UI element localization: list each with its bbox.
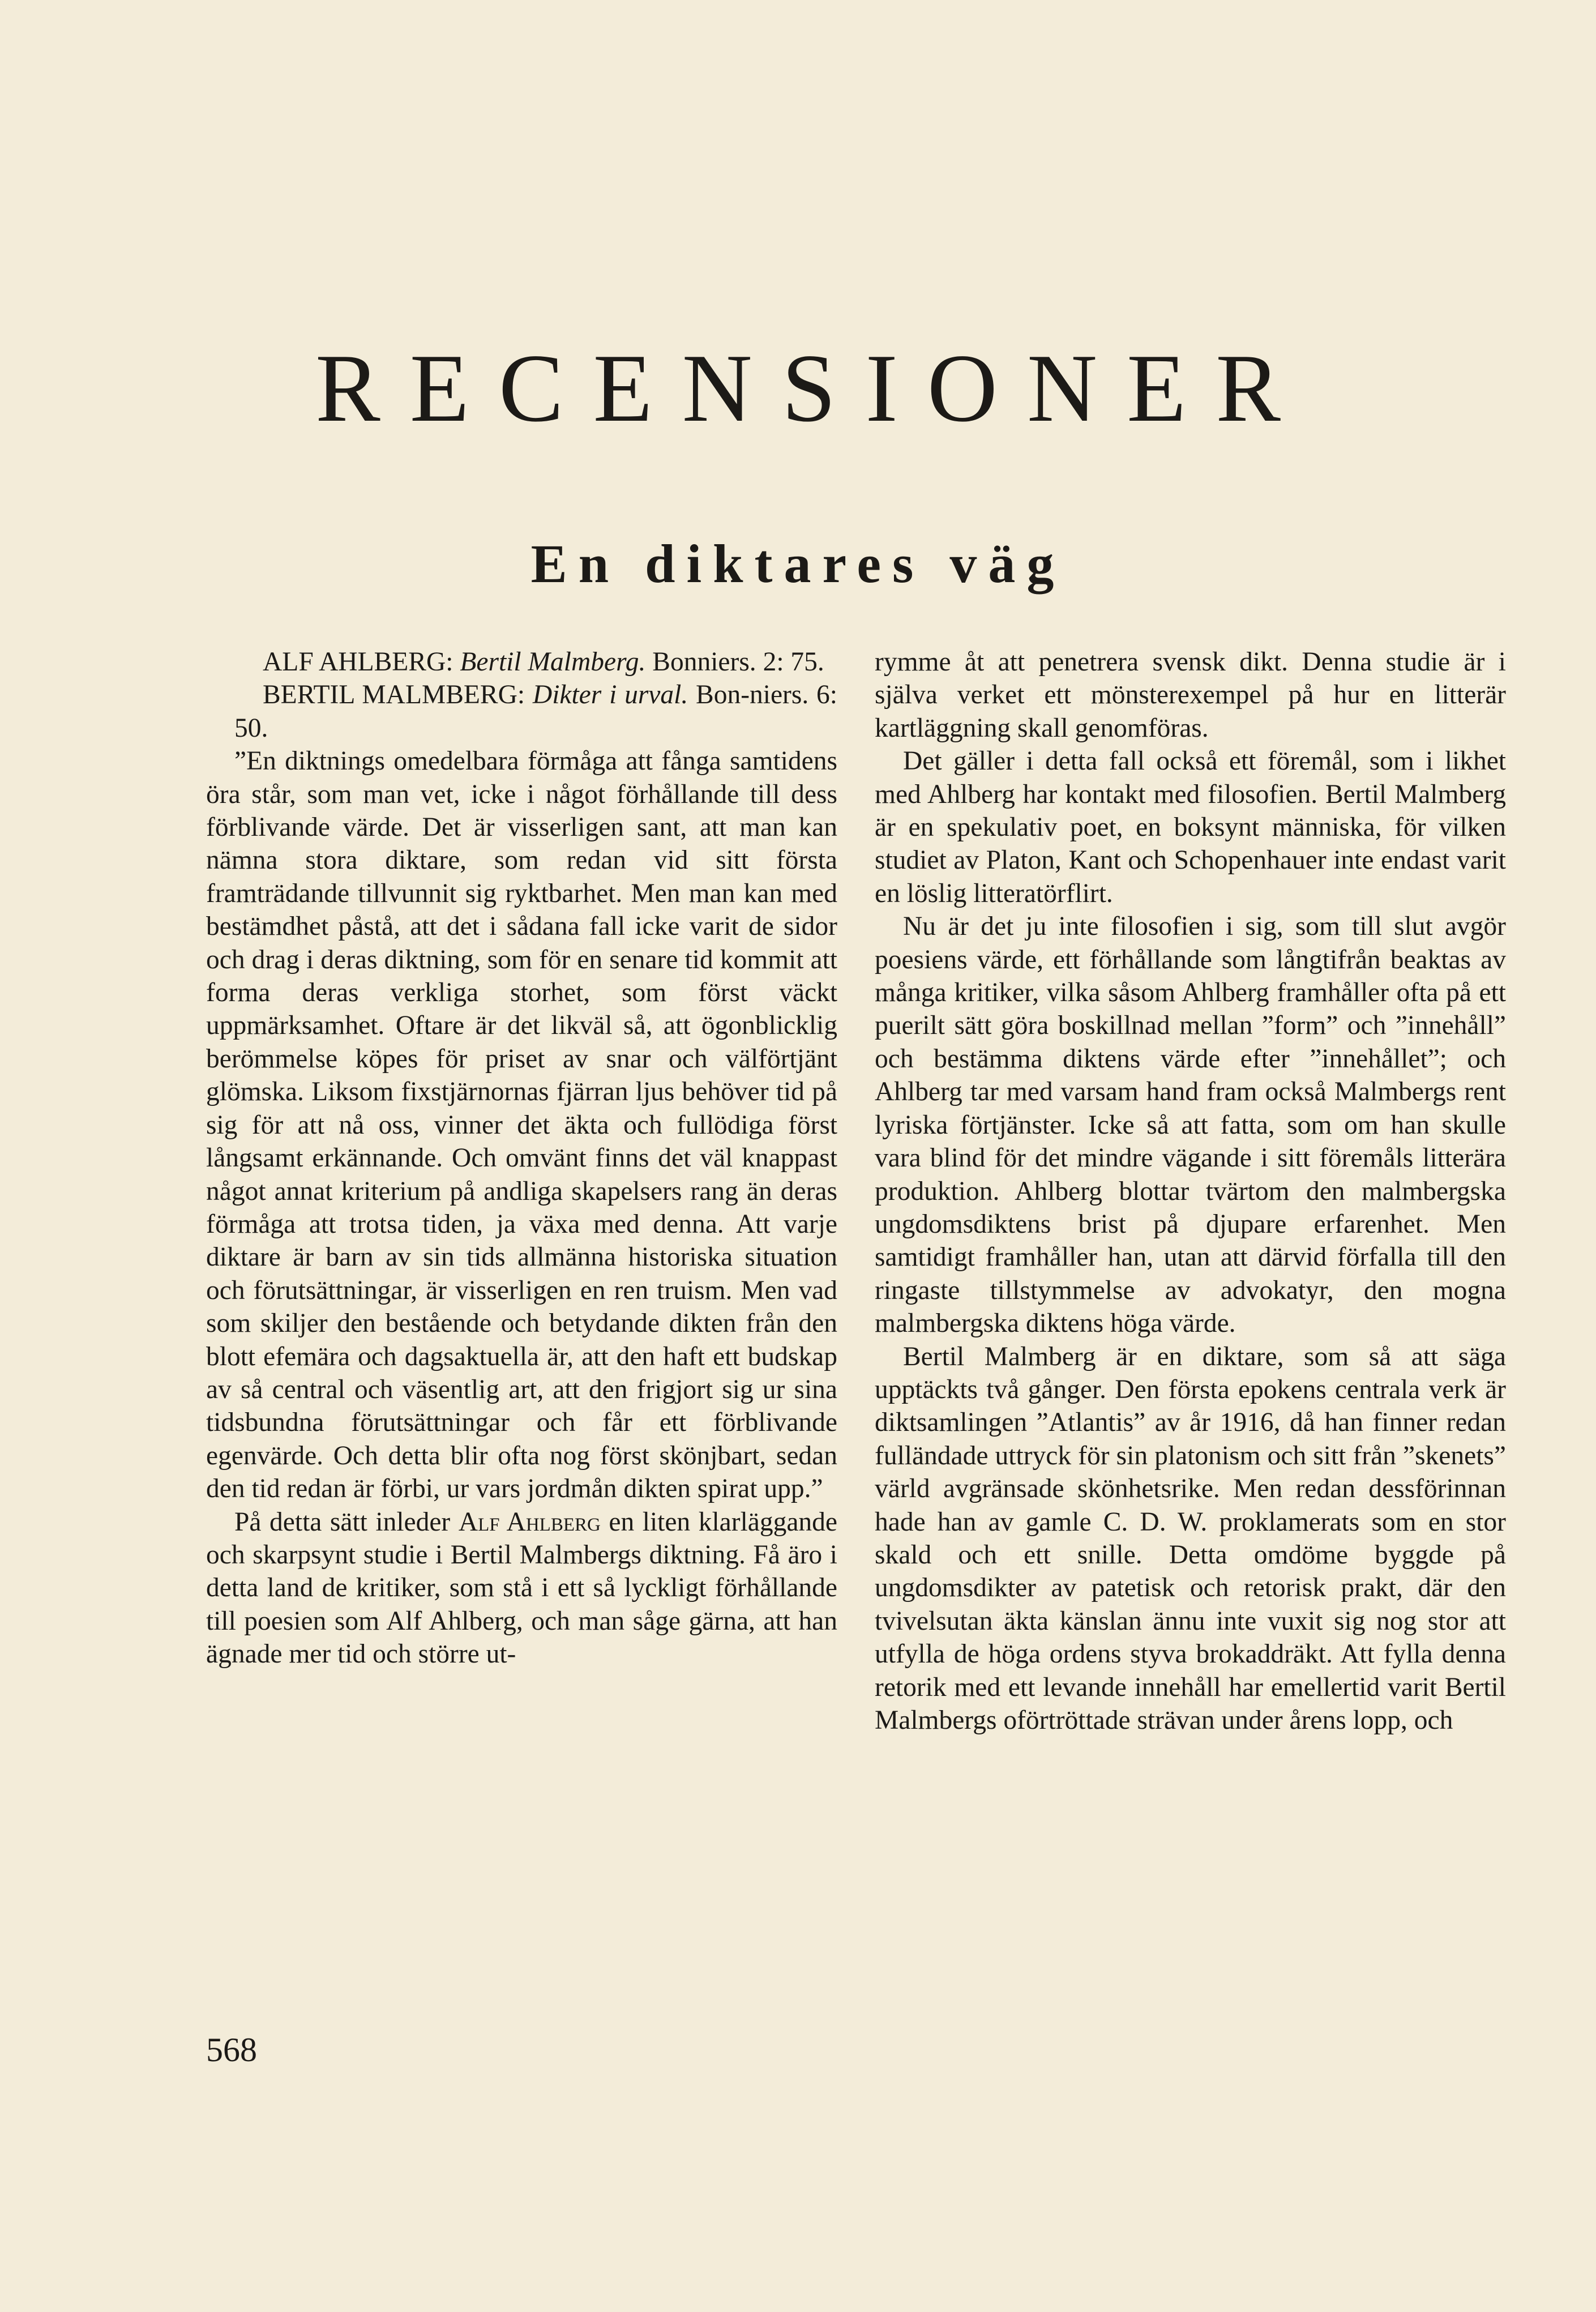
- reference-author: ALF AHLBERG:: [263, 647, 453, 677]
- paragraph-text: en liten klarläggande och skarpsynt studie i Bertil Malmbergs diktning. Få äro i detta land de kritiker, som stå i ett så lyckligt förhållande till poesien som Alf Ahlberg, och man såge gärna, att han ägnade mer tid och större ut-: [206, 1507, 838, 1669]
- body-paragraph-2: [206, 1506, 837, 1671]
- section-title: RECENSIONER: [315, 335, 1310, 442]
- reference-publisher: Bon-: [696, 680, 750, 710]
- article-title: En diktares väg: [530, 533, 1066, 594]
- body-paragraph-2-continued: rymme åt att penetrera svensk dikt. Denna studie är i själva verket ett mönsterexempel på hur en litterär kartläggning skall genomföras.: [875, 647, 1506, 743]
- body-paragraph-4: Nu är det ju inte filosofien i sig, som till slut avgör poesiens värde, ett förhållande som långtifrån beaktas av många kritiker, vilka såsom Ahlberg framhåller ofta på ett puerilt sätt göra boskillnad mellan ”form” och ”innehåll” och bestämma diktens värde efter ”innehållet”; och Ahlberg tar med varsam hand fram också Malmbergs rent lyriska förtjänster. Icke så att fatta, som om han skulle vara blind för det mindre vägande i sitt föremåls litterära produktion. Ahlberg blottar tvärtom den malmbergska ungdomsdiktens brist på djupare erfarenhet. Men samtidigt framhåller han, utan att därvid förfalla till den ringaste tillstymmelse av advokatyr, den mogna malmbergska diktens höga värde.: [875, 912, 1506, 1339]
- reference-malmberg: [206, 678, 837, 745]
- body-paragraph-3: Det gäller i detta fall också ett föremål, som i likhet med Ahlberg har kontakt med filosofien. Bertil Malmberg är en spekulativ poet, en boksynt människa, för vilken studiet av Platon, Kant och Schopenhauer inte endast varit en löslig litteratörflirt.: [875, 746, 1506, 908]
- body-paragraph-5: Bertil Malmberg är en diktare, som så att säga upptäckts två gånger. Den första epokens centrala verk är diktsamlingen ”Atlantis” av år 1916, då han finner redan fulländade uttryck för sin platonism och sitt från ”skenets” värld avgränsade skönhetsrike. Men redan dessförinnan hade han av gamle C. D. W. proklamerats som en stor skald och ett snille. Detta omdöme byggde på ungdomsdikter av patetisk och retorisk prakt, där den tvivelsutan äkta känslan ännu inte vuxit sig nog stor att utfylla de höga ordens styva brokaddräkt. Att fylla denna retorik med ett levande innehåll har emellertid varit Bertil Malmbergs oförtröttade strävan under årens lopp, och: [875, 1341, 1506, 1735]
- reference-title: Dikter i urval.: [532, 680, 688, 710]
- left-column: [206, 646, 837, 1671]
- body-paragraph-1: ”En diktnings omedelbara förmåga att fånga samtidens öra står, som man vet, icke i något förhållande till dess förblivande värde. Det är visserligen sant, att man kan nämna stora diktare, som redan vid sitt första framträdande tillvunnit sig ryktbarhet. Men man kan med bestämdhet påstå, att det i sådana fall icke varit de sidor och drag i deras diktning, som för en senare tid kommit att forma deras verkliga storhet, som först väckt uppmärksamhet. Oftare är det likväl så, att ögonblicklig berömmelse köpes för priset av snar och välförtjänt glömska. Liksom fixstjärnornas fjärran ljus behöver tid på sig för att nå oss, vinner det äkta och fullödiga först långsamt erkännande. Och omvänt finns det väl knappast något annat kriterium på andliga skapelsers rang än deras förmåga att trotsa tiden, ja växa med denna. Att varje diktare är barn av sin tids allmänna historiska situation och förutsättningar, är visserligen en ren truism. Men vad som skiljer den bestående och betydande dikten från den blott efemära och dagsaktuella är, att den haft ett budskap av så central och väsentlig art, att den frigjort sig ur sina tidsbundna förutsättningar och får ett förblivande egenvärde. Och detta blir ofta nog först skönjbart, sedan den tid redan är förbi, ur vars jordmån dikten spirat upp.”: [206, 746, 837, 1504]
- reference-price: niers. 6: 50.: [234, 680, 837, 743]
- author-name: Alf Ahlberg: [458, 1507, 601, 1537]
- reference-author: BERTIL MALMBERG:: [263, 680, 525, 710]
- reference-price: 2: 75.: [763, 647, 824, 677]
- paragraph-text: På detta sätt inleder: [234, 1507, 451, 1537]
- reference-publisher: Bonniers.: [652, 647, 756, 677]
- right-column: [875, 646, 1506, 1737]
- page-number: 568: [206, 2031, 257, 2069]
- reference-title: Bertil Malmberg.: [460, 647, 646, 677]
- reference-ahlberg: [206, 646, 837, 678]
